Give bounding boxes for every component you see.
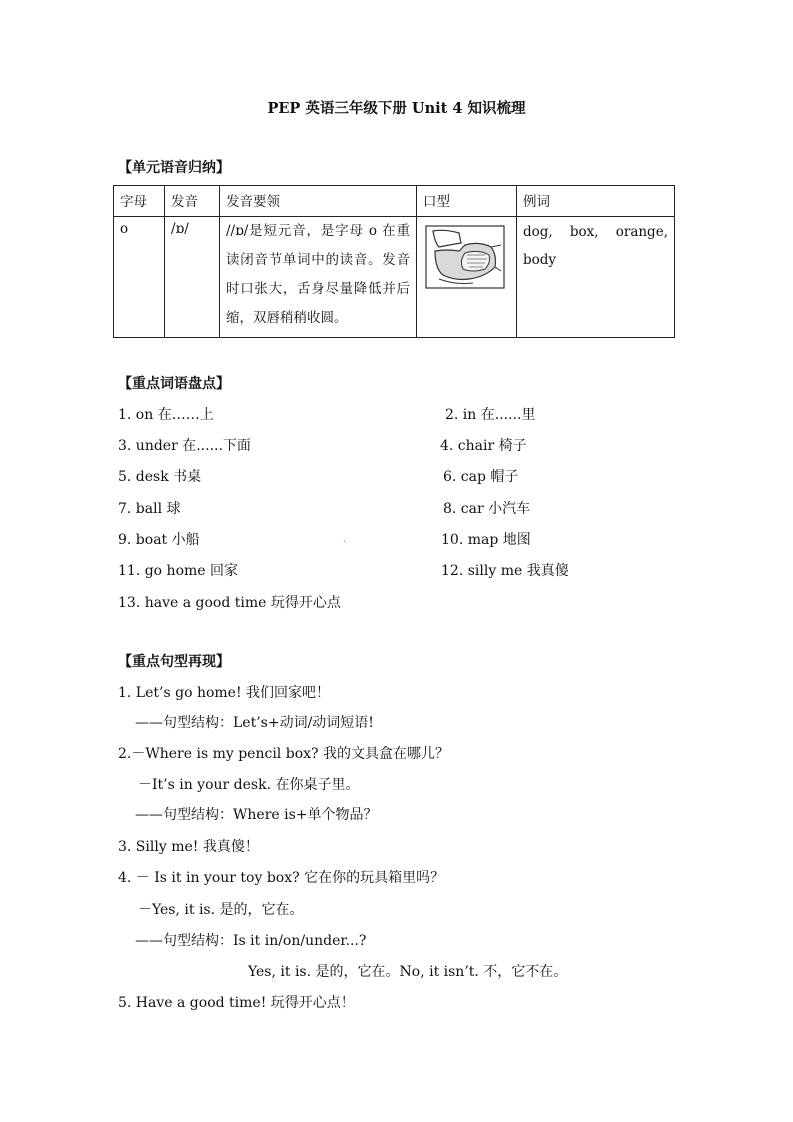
phonics-table-header-row	[114, 186, 675, 217]
section-heading-words: 【重点词语盘点】	[118, 376, 230, 392]
example-words-line	[523, 221, 668, 243]
phonics-table-row	[114, 217, 675, 338]
cell-letter: o	[114, 217, 165, 338]
page-title: PEP 英语三年级下册 Unit 4 知识梳理	[267, 100, 526, 117]
example-word: dog,	[523, 224, 553, 240]
sentence-line: 2.－Where is my pencil box? 我的文具盒在哪儿？	[118, 746, 449, 762]
sentence-line: 4. － Is it in your toy box? 它在你的玩具箱里吗？	[118, 870, 445, 886]
sentence-line: －Yes, it is. 是的，它在。	[138, 902, 304, 918]
cell-mouth	[417, 217, 517, 338]
sentence-line: 5. Have a good time! 玩得开心点！	[118, 995, 355, 1011]
word-item: 13. have a good time 玩得开心点	[118, 595, 341, 611]
cell-tips	[220, 217, 417, 338]
example-word: orange,	[615, 224, 668, 240]
word-item: 4. chair 椅子	[440, 438, 527, 454]
example-word: body	[523, 252, 557, 268]
cell-sound: /ɒ/	[165, 217, 220, 338]
word-item: 1. on 在……上	[118, 407, 214, 423]
word-item: 11. go home 回家	[118, 563, 239, 579]
word-item: 2. in 在......里	[445, 407, 536, 423]
word-item: 9. boat 小船	[118, 532, 200, 548]
sentence-line: ——句型结构：Is it in/on/under...?	[135, 933, 367, 949]
word-item: 3. under 在......下面	[118, 438, 251, 454]
word-item: 7. ball 球	[118, 501, 181, 517]
section-heading-sentences: 【重点句型再现】	[118, 654, 230, 670]
pronunciation-tips: //ɒ/是短元音，是字母 o 在重读闭音节单词中的读音。发音时口张大，舌身尽量降低并后缩，双唇稍稍收圆。	[226, 223, 410, 326]
sentence-line: Yes, it is. 是的，它在。No, it isn’t. 不，它不在。	[248, 964, 568, 980]
header-sound: 发音	[165, 186, 220, 217]
word-item: 8. car 小汽车	[443, 501, 531, 517]
header-mouth: 口型	[417, 186, 517, 217]
sentence-line: ——句型结构：Let’s+动词/动词短语!	[135, 715, 374, 731]
header-letter: 字母	[114, 186, 165, 217]
word-item: 6. cap 帽子	[443, 469, 519, 485]
sentence-line: ——句型结构：Where is+单个物品？	[135, 807, 378, 823]
sentence-line: 1. Let’s go home! 我们回家吧！	[118, 685, 331, 701]
header-examples: 例词	[517, 186, 675, 217]
header-tips: 发音要领	[220, 186, 417, 217]
example-word: box,	[569, 224, 599, 240]
stray-mark: .	[343, 534, 347, 545]
sentence-line: －It’s in your desk. 在你桌子里。	[138, 777, 360, 793]
word-item: 12. silly me 我真傻	[441, 563, 569, 579]
word-item: 5. desk 书桌	[118, 469, 202, 485]
cell-examples	[517, 217, 675, 338]
phonics-table	[113, 185, 675, 338]
sentence-line: 3. Silly me! 我真傻！	[118, 839, 259, 855]
section-heading-phonics: 【单元语音归纳】	[118, 160, 230, 176]
word-item: 10. map 地图	[441, 532, 531, 548]
mouth-shape-icon	[425, 225, 505, 289]
